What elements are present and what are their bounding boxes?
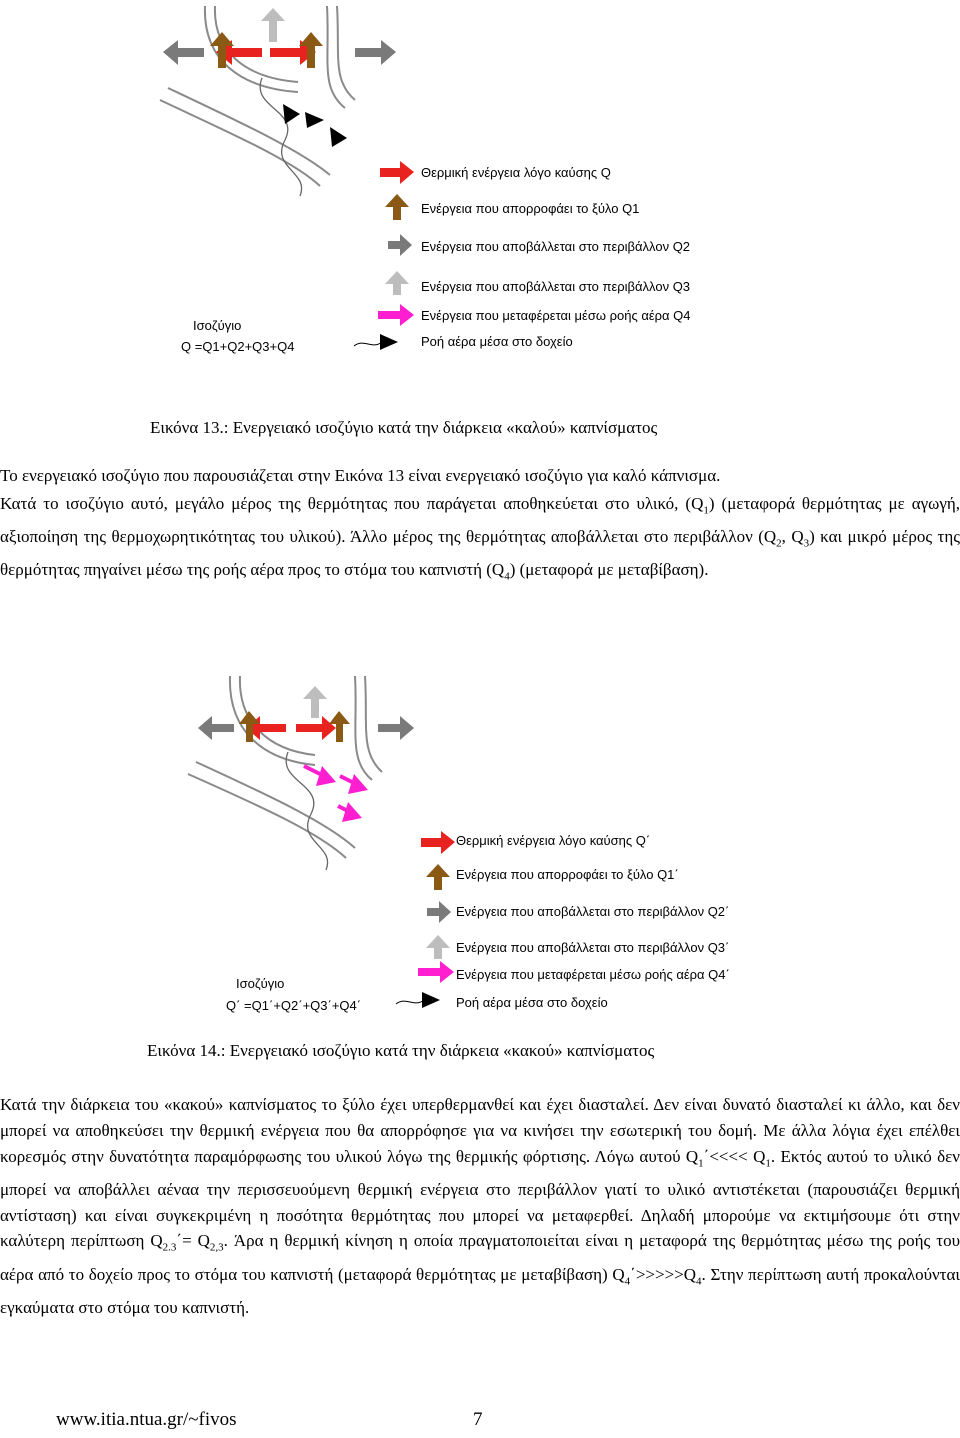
legend-13-item-5: Ενέργεια που μεταφέρεται μέσω ροής αέρα Q4 (421, 308, 691, 323)
figure-14-caption: Εικόνα 14.: Ενεργειακό ισοζύγιο κατά την διάρκεια «κακού» καπνίσματος (147, 1041, 655, 1060)
magenta-right-arrow-icon (304, 766, 336, 786)
subscript: 2.3 (162, 1241, 177, 1254)
legend-14-item-3: Ενέργεια που αποβάλλεται στο περιβάλλον Q2΄ (456, 904, 730, 919)
gray-left-arrow-icon (198, 716, 234, 740)
legend-13-item-2: Ενέργεια που απορροφάει το ξύλο Q1 (421, 201, 640, 216)
paragraph-2-text: . Άρα η θερμική κίνηση η οποία πραγματοποιείται είναι η μεταφορά της θερμότητας μέσω της ροής του αέρα από το δοχείο προς το στόμα του καπνιστή (μεταφορά θερμότητας με μεταβίβαση) Q (0, 1231, 960, 1284)
legend-14-item-4: Ενέργεια που αποβάλλεται στο περιβάλλον Q3΄ (456, 940, 730, 955)
subscript: 1 (765, 1156, 771, 1169)
magenta-right-arrow-icon (338, 802, 362, 822)
red-right-arrow-icon (296, 716, 336, 740)
figure-13-caption: Εικόνα 13.: Ενεργειακό ισοζύγιο κατά την διάρκεια «καλού» καπνίσματος (150, 418, 658, 437)
legend-14-item-6: Ροή αέρα μέσα στο δοχείο (456, 995, 608, 1010)
legend-13-item-4: Ενέργεια που αποβάλλεται στο περιβάλλον Q3 (421, 279, 691, 294)
paragraph-1-text: , Q (781, 527, 804, 547)
paragraph-2-text: ΄= Q (176, 1231, 210, 1251)
legend-red-right-arrow-icon (421, 831, 455, 854)
subscript: 4 (624, 1274, 631, 1287)
legend-magenta-right-arrow-icon (418, 961, 454, 983)
legend-black-flow-arrow-icon (396, 992, 440, 1008)
paragraph-2 (0, 1092, 960, 1321)
subscript: 4 (696, 1274, 702, 1287)
balance-14-label: Ισοζύγιο (236, 976, 285, 991)
legend-13-item-1: Θερμική ενέργεια λόγο καύσης Q (421, 165, 611, 180)
legend-13-item-3: Ενέργεια που αποβάλλεται στο περιβάλλον Q2 (421, 239, 691, 254)
subscript: 1 (698, 1156, 704, 1169)
subscript: 4 (504, 570, 510, 583)
gray-right-arrow-icon (378, 716, 414, 740)
legend-gray-right-arrow-icon (427, 901, 451, 923)
page-number: 7 (473, 1409, 483, 1430)
magenta-right-arrow-icon (340, 774, 368, 794)
legend-13-item-6: Ροή αέρα μέσα στο δοχείο (421, 334, 573, 349)
paragraph-1-text: ) (μεταφορά θερμότητας με αγωγή, αξιοποίηση της θερμοχωρητικότητας του υλικού). Άλλο μέρος της θερμότητας αποβάλλεται στο περιβάλλον (Q (0, 494, 960, 547)
legend-brown-up-arrow-icon (426, 864, 450, 890)
legend-lightgray-up-arrow-icon (426, 935, 450, 959)
paragraph-2-text: Κατά την διάρκεια του «κακού» καπνίσματος το ξύλο έχει υπερθερμανθεί και έχει διασταλεί. Δεν είναι δυνατό διασταλεί κι άλλο, και δεν μπορεί να αποθηκεύσει την θερμική ενέργεια που θα απορρόφησε για να κινήσει την εσωτερική του δομή. Με άλλα λόγια έχει επέλθει κορεσμός στην δυνατότητα παραμόρφωσης του υλικού λόγω της θερμικής φόρτισης. Λόγω αυτού Q (0, 1095, 960, 1166)
paragraph-2-text: ΄>>>>>Q (630, 1264, 697, 1284)
paragraph-2-text: ΄<<<< Q (703, 1146, 766, 1166)
footer-url[interactable]: www.itia.ntua.gr/~fivos (56, 1409, 237, 1430)
paragraph-1-text: ) (μεταφορά με μεταβίβαση). (509, 560, 709, 580)
lightgray-up-arrow-icon (303, 686, 327, 718)
subscript: 1 (703, 504, 709, 517)
balance-13-label: Ισοζύγιο (193, 318, 242, 333)
balance-14-formula: Q΄ =Q1΄+Q2΄+Q3΄+Q4΄ (226, 998, 362, 1013)
subscript: 3 (803, 537, 810, 550)
paragraph-2-text: . Εκτός αυτού το υλικό δεν μπορεί να αποβάλλει αέναα την περισσευούμενη θερμική ενέργεια στο περιβάλλον γιατί το υλικό αντιστέκεται (παρουσιάζει θερμική αντίσταση) και είναι συγκεκριμένη η ποσότητα θερμότητας που μπορεί να μεταφερθεί. Δηλαδή μπορούμε να εκτιμήσουμε ότι στην καλύτερη περίπτωση Q (0, 1146, 960, 1251)
subscript: 2,3 (209, 1241, 224, 1254)
paragraph-2-text: . Στην περίπτωση αυτή προκαλούνται εγκαύματα στο στόμα του καπνιστή. (0, 1264, 960, 1317)
paragraph-1-line-1: Το ενεργειακό ισοζύγιο που παρουσιάζεται στην Εικόνα 13 είναι ενεργειακό ισοζύγιο για καλό κάπνισμα. (0, 466, 721, 485)
legend-14-item-1: Θερμική ενέργεια λόγο καύσης Q΄ (456, 833, 651, 848)
legend-14-item-2: Ενέργεια που απορροφάει το ξύλο Q1΄ (456, 867, 679, 882)
paragraph-1-text: ) και μικρό μέρος της θερμότητας πηγαίνει μέσω της ροής αέρα προς το στόμα του καπνιστή (Q (0, 527, 960, 580)
subscript: 2 (776, 537, 782, 550)
paragraph-1-text: Κατά το ισοζύγιο αυτό, μεγάλο μέρος της θερμότητας που παράγεται αποθηκεύεται στο υλικό, (Q (0, 494, 704, 513)
legend-14-item-5: Ενέργεια που μεταφέρεται μέσω ροής αέρα Q4΄ (456, 967, 730, 982)
balance-13-formula: Q =Q1+Q2+Q3+Q4 (181, 339, 295, 354)
